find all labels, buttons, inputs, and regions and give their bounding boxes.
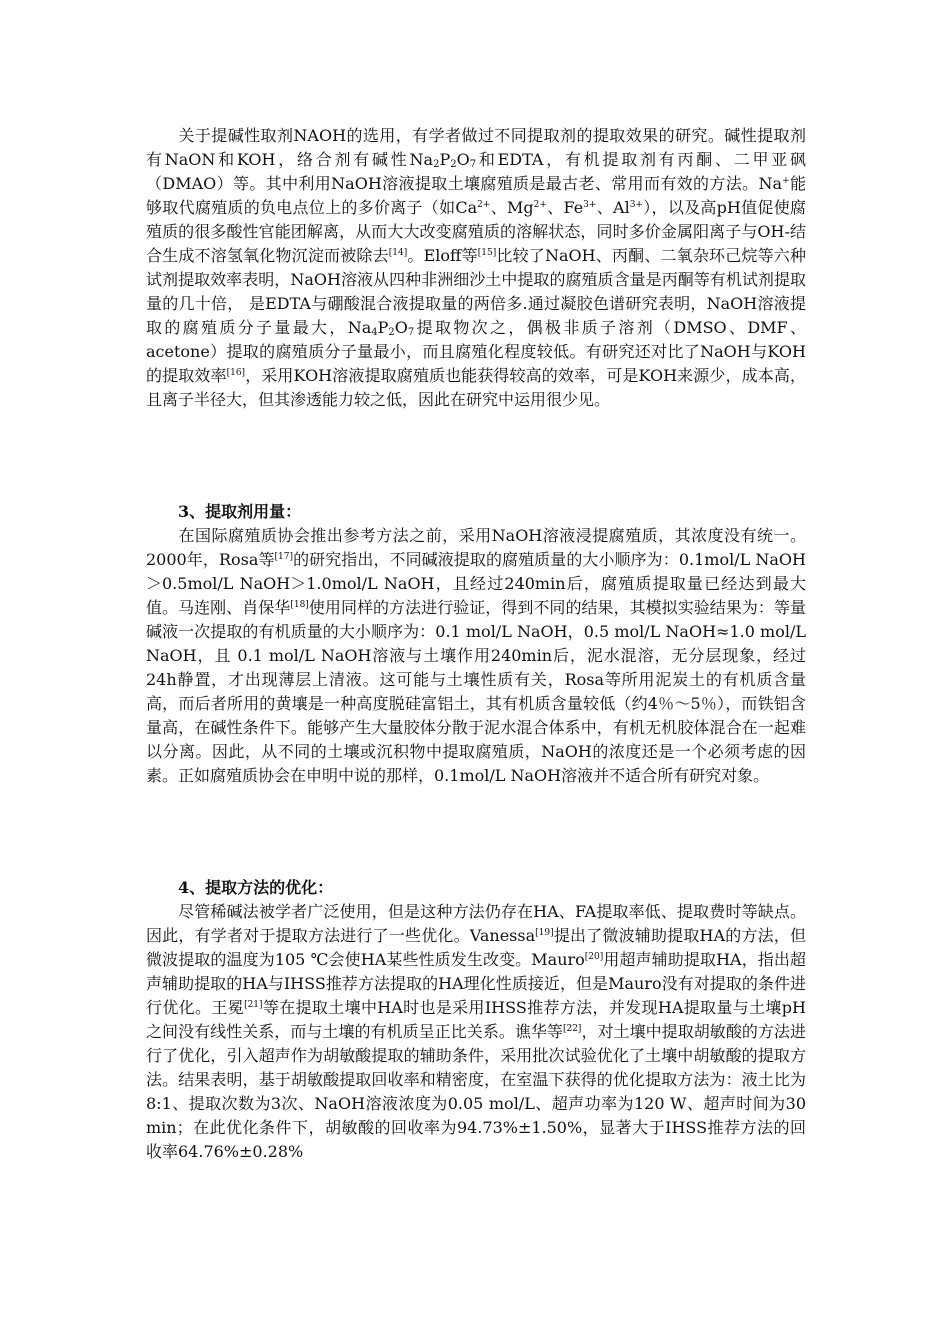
text: 提出了微波辅助提取HA的方法，但微波提取的温度为105 ℃会使HA某些性质发生改变。Mauro [146, 926, 806, 969]
citation-ref: [18] [290, 600, 309, 610]
superscript: 3+ [629, 200, 643, 210]
subscript: 7 [407, 327, 415, 338]
text: 用超声辅助提取HA，指出超声辅助提取的HA与IHSS推荐方法提取的HA理化性质接近，但是Mauro没有对提取的条件进行优化。王冕 [146, 950, 806, 1017]
text: 提取物次之，偶极非质子溶剂（DMSO、DMF、acetone）提取的腐殖质分子量最小，而且腐殖化程度较低。有研究还对比了NaOH与KOH的提取效率 [146, 318, 806, 385]
subscript: 2 [388, 327, 395, 338]
citation-ref: [16] [226, 368, 246, 378]
text: P [377, 318, 389, 337]
text: O [456, 150, 470, 169]
text: 、Mg [490, 198, 534, 217]
paragraph-extractant-dosage [146, 524, 806, 788]
subscript: 2 [433, 159, 440, 170]
text: 、Al [596, 198, 630, 217]
text: 使用同样的方法进行验证，得到不同的结果，其模拟实验结果为：等量碱液一次提取的有机质量的大小顺序为：0.1 mol/L NaOH，0.5 mol/L NaOH≈1.0 mol/L NaOH，且 0.1 mol/L NaOH溶液与土壤作用240min后，泥水混溶，无分层现象，经过24h静置，才出现薄层上清液。这可能与土壤性质有关，Rosa等所用泥炭土的有机质含量高，而后者所用的黄壤是一种高度脱硅富铝土，其有机质含量较低（约4％～5％），而铁铝含量高，在碱性条件下。能够产生大量胶体分散于泥水混合体系中，有机无机胶体混合在一起难以分离。因此，从不同的土壤或沉积物中提取腐殖质，NaOH的浓度还是一个必须考虑的因素。正如腐殖质协会在申明中说的那样，0.1mol/L NaOH溶液并不适合所有研究对象。 [146, 598, 806, 785]
superscript: 2+ [477, 200, 491, 210]
text: ，对土壤中提取胡敏酸的方法进行了优化，引入超声作为胡敏酸提取的辅助条件，采用批次试验优化了土壤中胡敏酸的提取方法。结果表明，基于胡敏酸提取回收率和精密度，在室温下获得的优化提取方法为：液土比为8:1、提取次数为3次、NaOH溶液浓度为0.05 mol/L、超声功率为120 W、超声时间为30 min；在此优化条件下，胡敏酸的回收率为94.73%±1.50%，显著大于IHSS推荐方法的回收率64.76%±0.28% [146, 1022, 806, 1161]
text: 在国际腐殖质协会推出参考方法之前，采用NaOH溶液浸提腐殖质，其浓度没有统一。2000年，Rosa等 [146, 526, 806, 569]
subscript: 4 [371, 327, 378, 338]
text: 、Fe [546, 198, 584, 217]
subscript: 2 [450, 159, 457, 170]
citation-ref: [22] [562, 1024, 582, 1034]
text: 比较了NaOH、丙酮、二氧杂环己烷等六种试剂提取效率表明，NaOH溶液从四种非洲细沙土中提取的腐殖质含量是丙酮等有机试剂提取量的几十倍， 是EDTA与硼酸混合液提取量的两倍多.通过凝胶色谱研究表明，NaOH溶液提取的腐殖质分子量最大，Na [146, 246, 806, 337]
citation-ref: [14] [388, 248, 408, 258]
citation-ref: [19] [535, 928, 554, 938]
paragraph-method-optimization [146, 900, 806, 1164]
superscript: 2+ [533, 200, 547, 210]
text: 尽管稀碱法被学者广泛使用，但是这种方法仍存在HA、FA提取率低、提取费时等缺点。因此，有学者对于提取方法进行了一些优化。Vanessa [146, 902, 806, 945]
citation-ref: [20] [584, 952, 604, 962]
superscript: 3+ [583, 200, 597, 210]
text: 的研究指出，不同碱液提取的腐殖质量的大小顺序为：0.1mol/L NaOH＞0.5mol/L NaOH＞1.0mol/L NaOH，且经过240min后，腐殖质提取量已经达到最大值。马连刚、肖保华 [146, 550, 806, 617]
paragraph-naoh-selection [146, 124, 806, 412]
text: 等在提取土壤中HA时也是采用IHSS推荐方法，并发现HA提取量与土壤pH之间没有线性关系，而与土壤的有机质呈正比关系。谯华等 [146, 998, 806, 1041]
superscript: + [782, 176, 790, 186]
text: ，采用KOH溶液提取腐殖质也能获得较高的效率，可是KOH来源少，成本高，且离子半径大，但其渗透能力较之低，因此在研究中运用很少见。 [146, 366, 806, 409]
text: P [439, 150, 451, 169]
citation-ref: [17] [274, 552, 293, 562]
text: ），以及高pH值促使腐殖质的很多酸性官能团解离，从而大大改变腐殖质的溶解状态，同时多价金属阳离子与OH-结合生成不溶氢氧化物沉淀而被除去 [146, 198, 806, 265]
citation-ref: [15] [477, 248, 497, 258]
text: 关于提碱性取剂NAOH的选用，有学者做过不同提取剂的提取效果的研究。碱性提取剂有NaON和KOH，络合剂有碱性Na [146, 126, 806, 169]
text: O [394, 318, 408, 337]
text: 和EDTA，有机提取剂有丙酮、二甲亚砜（DMAO）等。其中利用NaOH溶液提取土壤腐殖质是最古老、常用而有效的方法。Na [146, 150, 806, 193]
text: 能够取代腐殖质的负电点位上的多价离子（如Ca [146, 174, 806, 217]
section-heading-3: 3、提取剂用量： [178, 502, 302, 521]
section-heading-4: 4、提取方法的优化： [178, 878, 334, 897]
citation-ref: [21] [244, 1000, 263, 1010]
subscript: 7 [469, 159, 477, 170]
text: 。Eloff等 [407, 246, 478, 265]
